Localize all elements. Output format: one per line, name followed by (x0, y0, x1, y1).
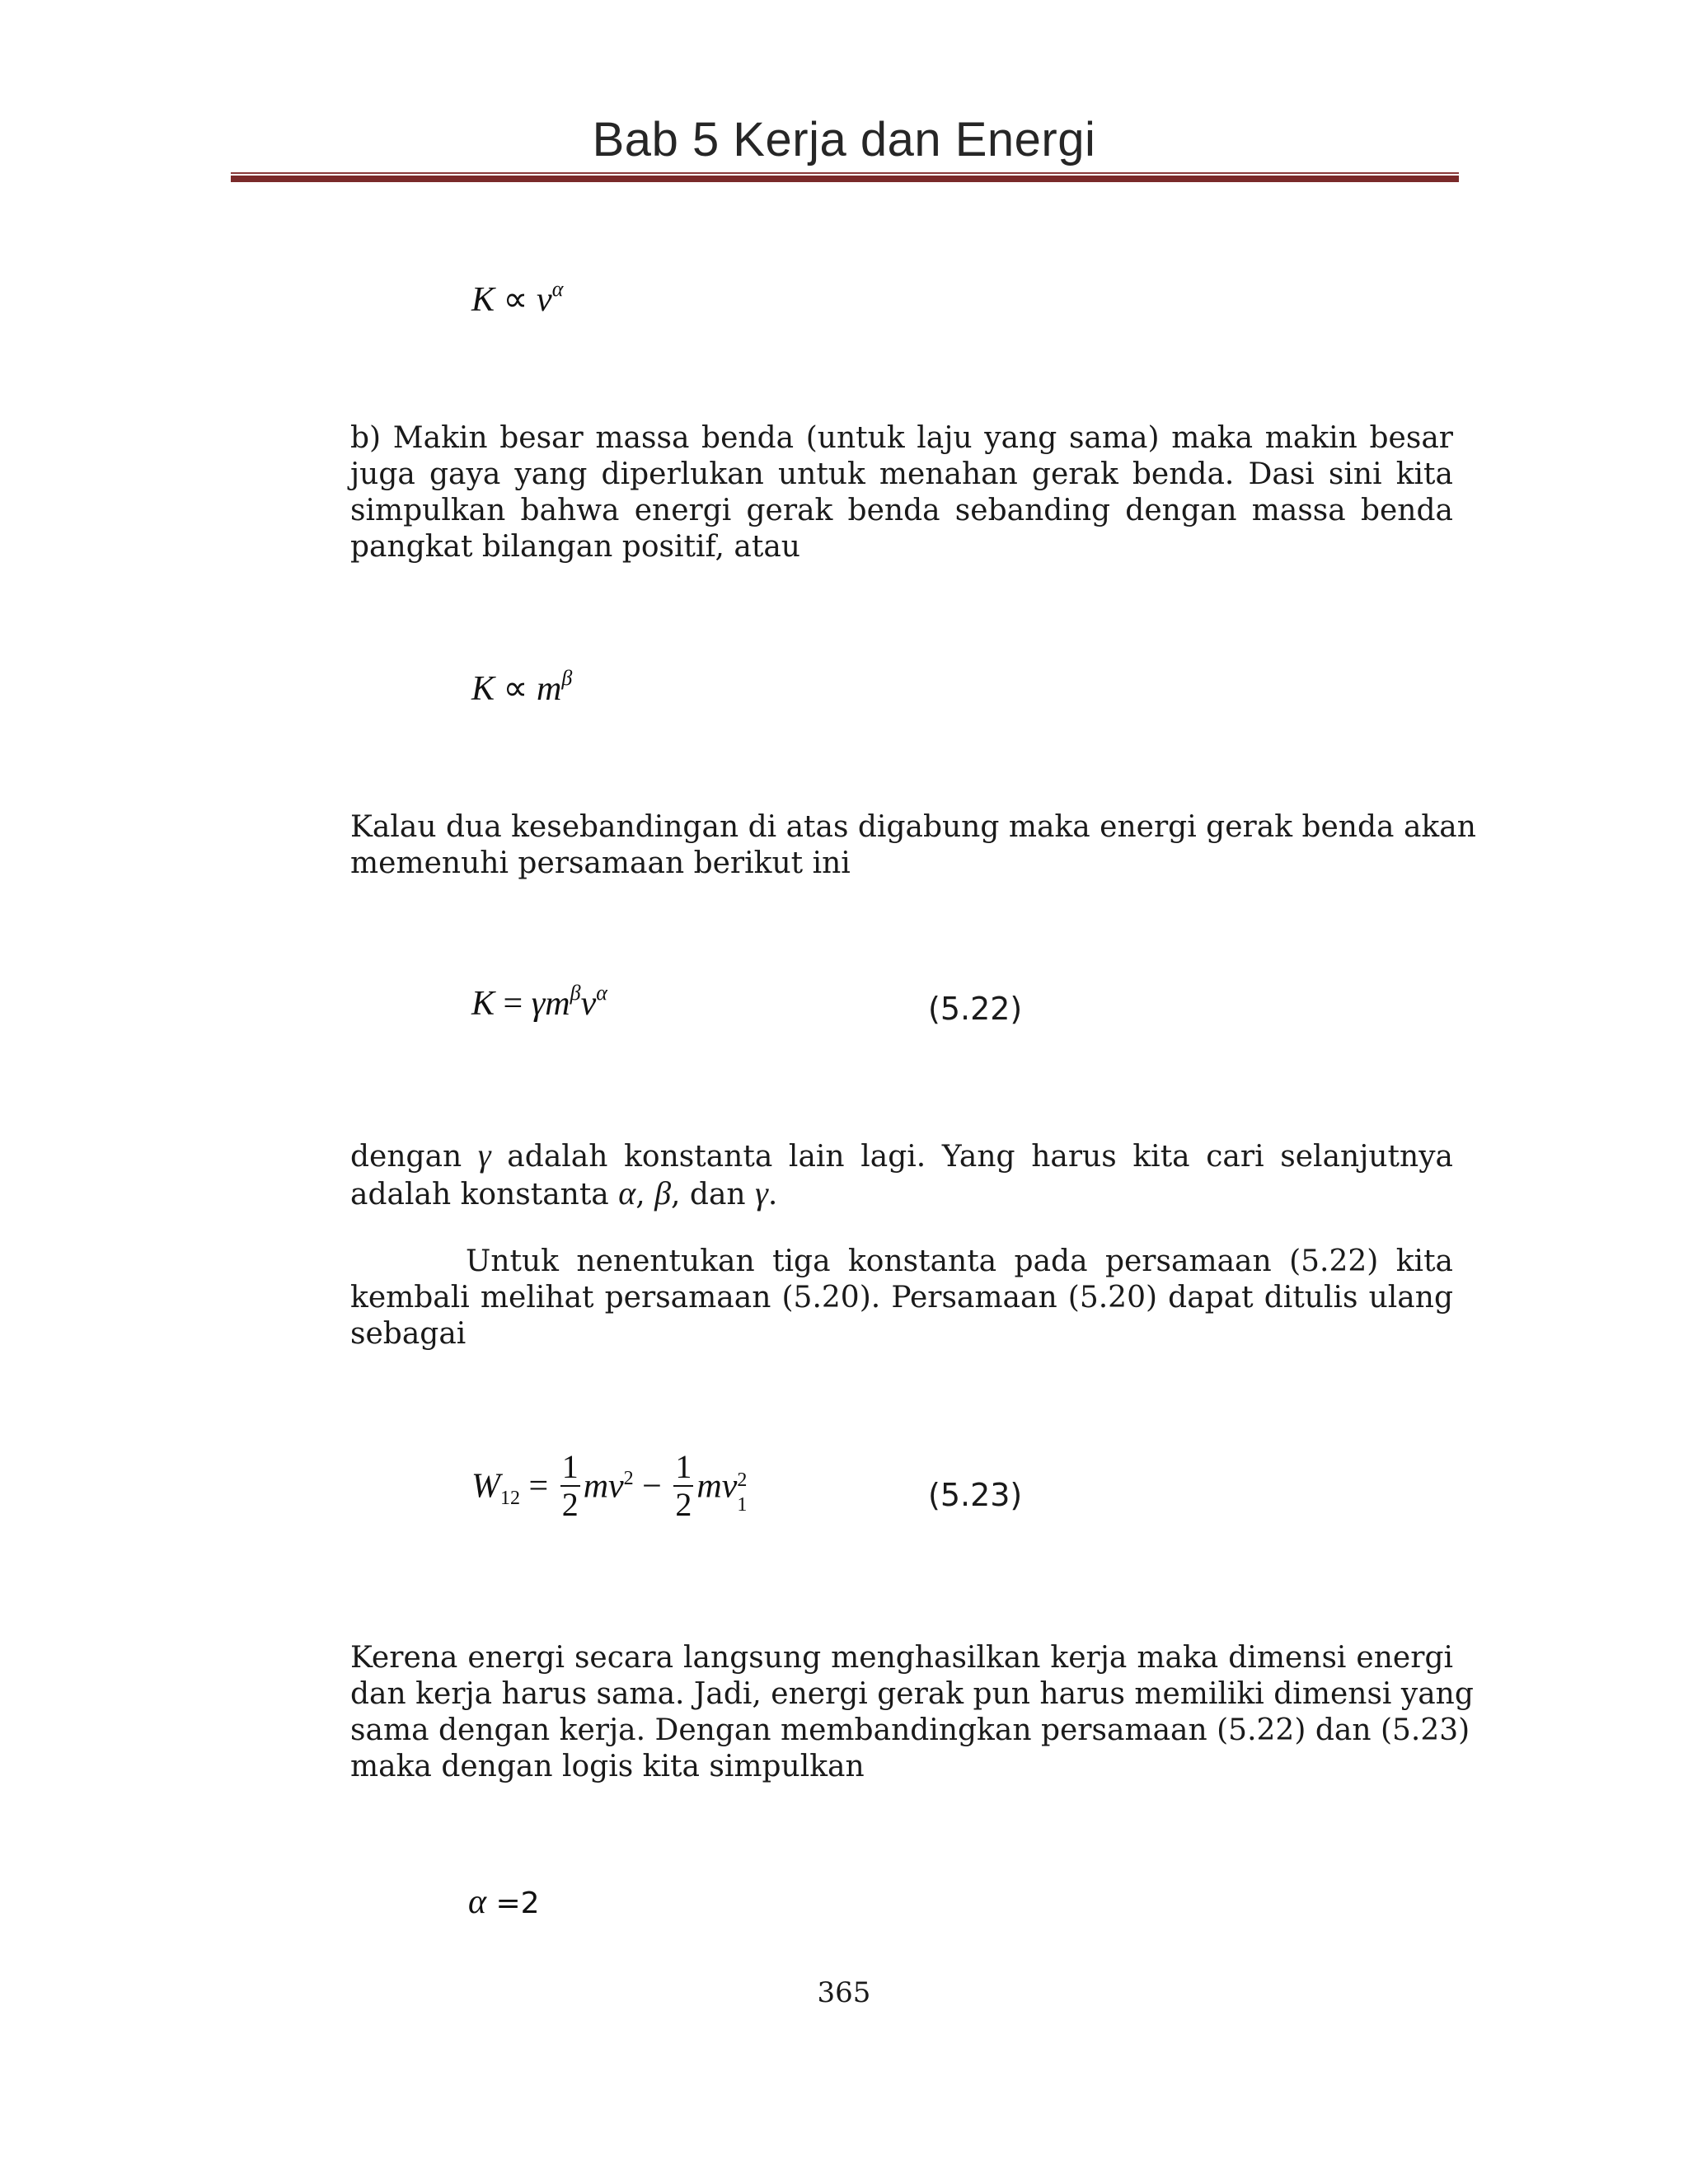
paragraph-line: sebagai (350, 1317, 467, 1351)
eq-subscript: 12 (500, 1487, 520, 1509)
page-header-title: Bab 5 Kerja dan Energi (592, 113, 1096, 166)
paragraph-line: maka dengan logis kita simpulkan (350, 1750, 865, 1783)
page-number: 365 (817, 1976, 871, 2009)
text-run: adalah konstanta (350, 1178, 619, 1212)
symbol-alpha: α (618, 1174, 636, 1212)
equation-number-5-23: (5.23) (928, 1477, 1023, 1513)
paragraph-line (350, 1137, 1453, 1175)
paragraph-kerena (350, 1640, 1474, 1785)
equation-k-prop-m (471, 668, 572, 709)
eq-operator: = (503, 985, 523, 1023)
eq-lhs: W (471, 1467, 500, 1506)
paragraph-line: Untuk nenentukan tiga konstanta pada persamaan (5.22) kita (466, 1244, 1453, 1278)
fraction-denominator: 2 (675, 1486, 692, 1523)
eq-exponent: β (570, 981, 581, 1005)
symbol-gamma: γ (755, 1174, 768, 1212)
eq-velocity: v (580, 985, 597, 1023)
eq-operator: ∝ (503, 670, 528, 708)
fraction-half (673, 1449, 693, 1523)
equation-5-23 (471, 1448, 752, 1526)
eq-subscript: 1 (737, 1493, 748, 1516)
paragraph-line: pangkat bilangan positif, atau (350, 530, 800, 564)
fraction-denominator: 2 (561, 1486, 579, 1523)
symbol-beta: β (654, 1174, 672, 1212)
eq-exponent: α (551, 277, 564, 301)
equation-5-22 (471, 981, 607, 1024)
paragraph-dengan (350, 1137, 1453, 1213)
paragraph-line: simpulkan bahwa energi gerak benda sebanding dengan massa benda (350, 494, 1453, 527)
eq-rhs: =2 (486, 1886, 540, 1920)
eq-exponent: β (561, 666, 573, 690)
eq-term: mv (583, 1467, 624, 1506)
text-run: dengan (350, 1140, 478, 1174)
eq-term: mv (696, 1467, 738, 1506)
paragraph-line: Kerena energi secara langsung menghasilkan kerja maka dimensi energi (350, 1641, 1453, 1675)
symbol-gamma: γ (477, 1137, 491, 1174)
eq-lhs: K (471, 985, 495, 1023)
eq-lhs: K (471, 670, 495, 708)
text-run: , (635, 1178, 655, 1212)
eq-operator: ∝ (503, 281, 528, 319)
paragraph-line: juga gaya yang diperlukan untuk menahan gerak benda. Dasi sini kita (350, 457, 1453, 491)
header-rule-thin (231, 172, 1459, 174)
paragraph-line: memenuhi persamaan berikut ini (350, 846, 851, 880)
eq-exponent: α (596, 981, 607, 1005)
eq-mass: m (545, 985, 570, 1023)
paragraph-b (350, 420, 1453, 565)
paragraph-untuk (350, 1244, 1453, 1352)
eq-base: v (537, 281, 552, 319)
eq-operator: − (642, 1467, 662, 1506)
eq-operator: = (528, 1467, 549, 1506)
paragraph-line: kembali melihat persamaan (5.20). Persamaan (5.20) dapat ditulis ulang (350, 1281, 1453, 1315)
paragraph-combine (350, 809, 1476, 882)
fraction-numerator: 1 (675, 1448, 692, 1485)
text-run: , dan (671, 1178, 756, 1212)
fraction-numerator: 1 (561, 1448, 579, 1485)
eq-exponent: 2 (737, 1469, 748, 1491)
text-run: adalah konstanta lain lagi. Yang harus kita cari selanjutnya (490, 1140, 1454, 1174)
equation-alpha (468, 1882, 540, 1922)
equation-number-5-22: (5.22) (928, 991, 1023, 1027)
text-run: . (767, 1178, 778, 1212)
paragraph-line: b) Makin besar massa benda (untuk laju yang sama) maka makin besar (350, 421, 1453, 455)
paragraph-line: dan kerja harus sama. Jadi, energi gerak pun harus memiliki dimensi yang (350, 1677, 1474, 1711)
eq-base: m (537, 670, 562, 708)
header-rule-thick (231, 176, 1459, 182)
paragraph-line: Kalau dua kesebandingan di atas digabung maka energi gerak benda akan (350, 810, 1476, 844)
eq-lhs: K (471, 281, 495, 319)
symbol-alpha: α (468, 1883, 487, 1921)
paragraph-line: sama dengan kerja. Dengan membandingkan persamaan (5.22) dan (5.23) (350, 1713, 1470, 1747)
equation-k-prop-v (471, 279, 563, 320)
paragraph-line (350, 1175, 1453, 1213)
fraction-half (560, 1449, 580, 1523)
eq-exponent: 2 (623, 1467, 634, 1489)
eq-constant: γ (531, 985, 546, 1023)
